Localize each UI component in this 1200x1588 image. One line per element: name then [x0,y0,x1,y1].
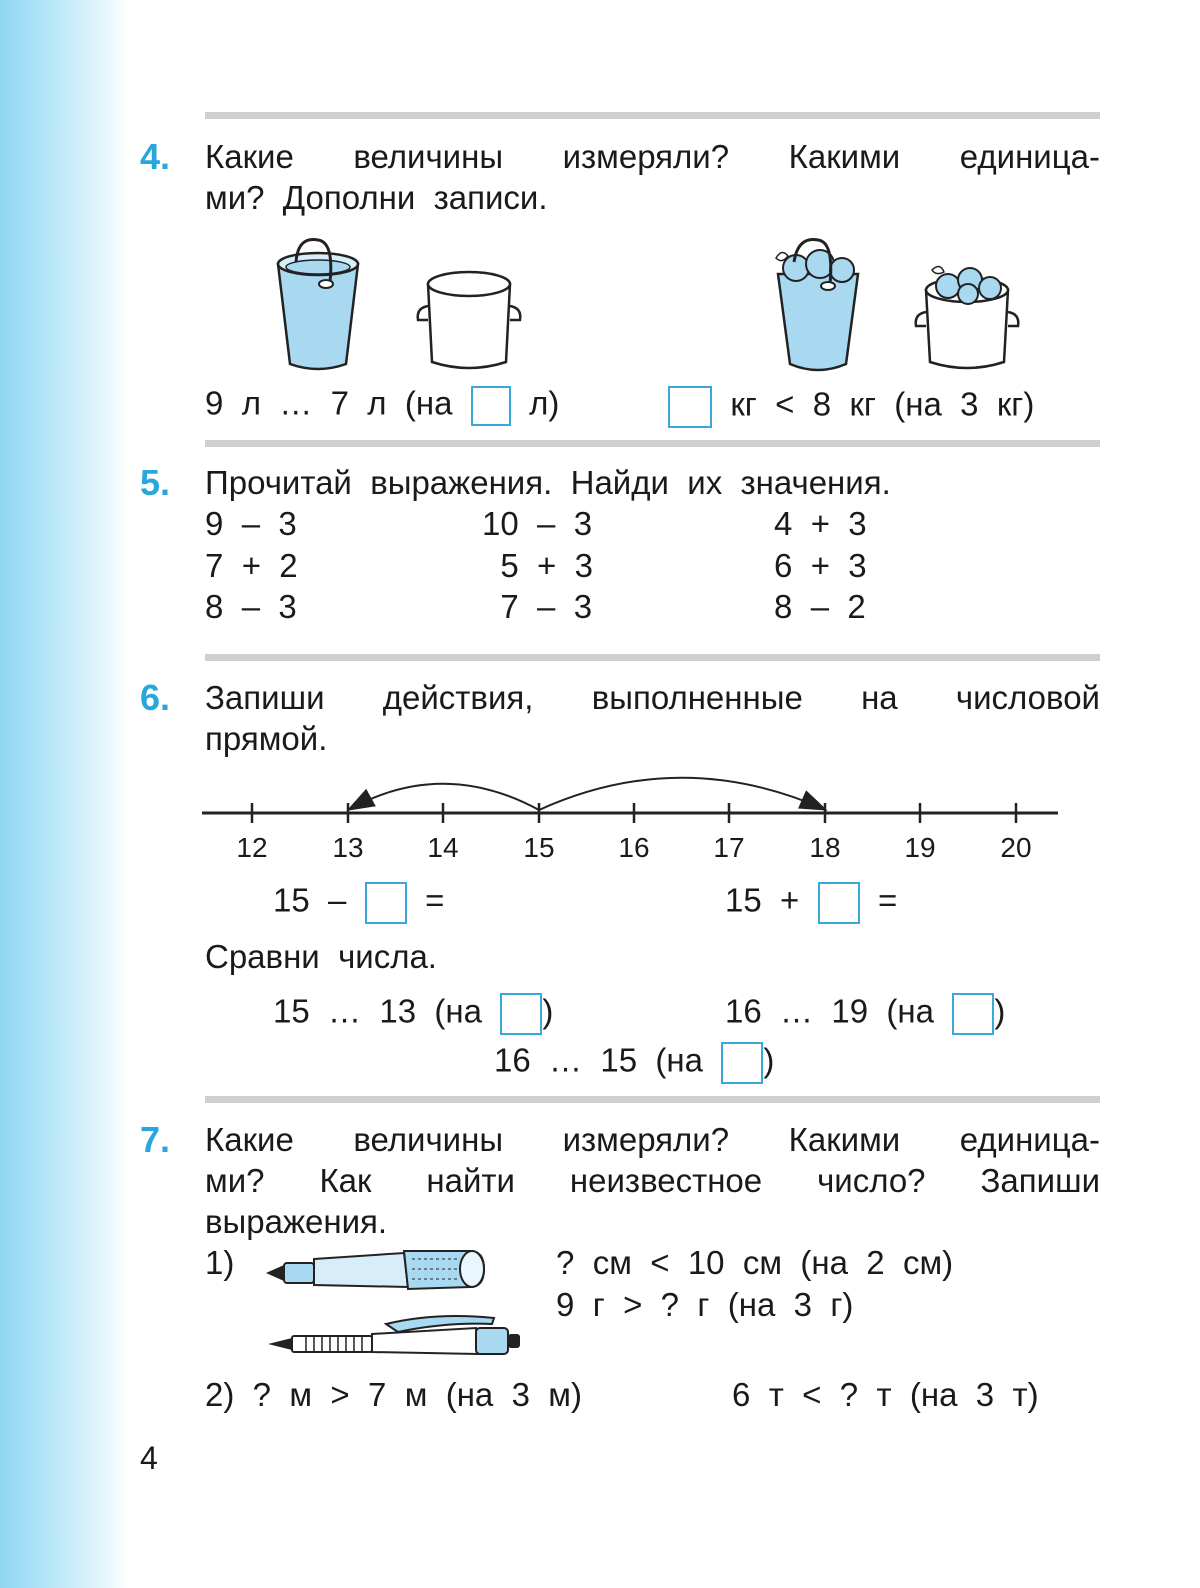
bucket-water-icon [268,232,368,374]
tick-label: 18 [809,832,841,863]
tick-label: 19 [904,832,936,863]
inequality: ? см < 10 см (на 2 см) [556,1244,954,1281]
tick-label: 14 [427,832,459,863]
comparison: 16 … 15 (на ) [494,1042,774,1084]
task-text-line: ми? Дополни записи. [205,179,548,216]
answer-box[interactable] [668,386,712,428]
expression: 10 – 3 [482,505,593,542]
task-text-line: прямой. [205,720,328,757]
expression: 9 – 3 [205,505,297,542]
expression: 8 – 3 [205,588,297,625]
task-text-line: Прочитай выражения. Найди их значения. [205,464,891,501]
section-divider [205,1096,1100,1103]
page-number: 4 [140,1440,158,1476]
task-text-line: Какие величины измеряли? Какими единица- [205,138,1100,175]
tick-label: 15 [523,832,555,863]
bucket-apples-icon [768,234,868,376]
pot-water-icon [414,262,524,374]
answer-box[interactable] [952,993,994,1035]
expression: 7 + 2 [205,547,298,584]
task-text-line: ми? Как найти неизвестное число? Запиши [205,1162,1100,1199]
expression: 8 – 2 [774,588,866,625]
expression: 7 – 3 [482,588,593,625]
answer-box[interactable] [365,882,407,924]
item-label: 1) [205,1244,235,1281]
task-number: 7. [140,1119,171,1160]
equation-plus: 15 + = [725,882,897,924]
answer-box[interactable] [721,1042,763,1084]
section-divider [205,112,1100,119]
marker-icon [262,1245,492,1295]
task-text-line: выражения. [205,1203,388,1240]
task-number: 5. [140,462,171,503]
pot-apples-icon [912,260,1022,374]
equation-minus: 15 – = [273,882,444,924]
answer-box[interactable] [818,882,860,924]
page-margin-strip [0,0,130,1588]
tick-label: 13 [332,832,364,863]
task-text-line: Запиши действия, выполненные на числовой [205,679,1100,716]
compare-title: Сравни числа. [205,938,437,975]
inequality: 2) ? м > 7 м (на 3 м) [205,1376,582,1413]
expression: 5 + 3 [482,547,593,584]
number-line [200,770,1070,830]
section-divider [205,654,1100,661]
pen-icon [266,1310,526,1360]
inequality: 9 г > ? г (на 3 г) [556,1286,854,1323]
comparison: 15 … 13 (на ) [273,993,553,1035]
answer-box[interactable] [471,386,511,426]
tick-label: 17 [713,832,745,863]
task-number: 4. [140,136,171,177]
tick-label: 16 [618,832,650,863]
inequality: 6 т < ? т (на 3 т) [732,1376,1039,1413]
equation-volume: 9 л … 7 л (на л) [205,386,559,426]
expression: 6 + 3 [774,547,867,584]
expression: 4 + 3 [774,505,867,542]
comparison: 16 … 19 (на ) [725,993,1005,1035]
answer-box[interactable] [500,993,542,1035]
equation-mass: кг < 8 кг (на 3 кг) [668,386,1034,428]
task-text-line: Какие величины измеряли? Какими единица- [205,1121,1100,1158]
task-number: 6. [140,677,171,718]
section-divider [205,440,1100,447]
tick-label: 12 [236,832,268,863]
arc-right-arrow [539,778,824,810]
arc-left-arrow [350,784,539,810]
tick-label: 20 [1000,832,1032,863]
